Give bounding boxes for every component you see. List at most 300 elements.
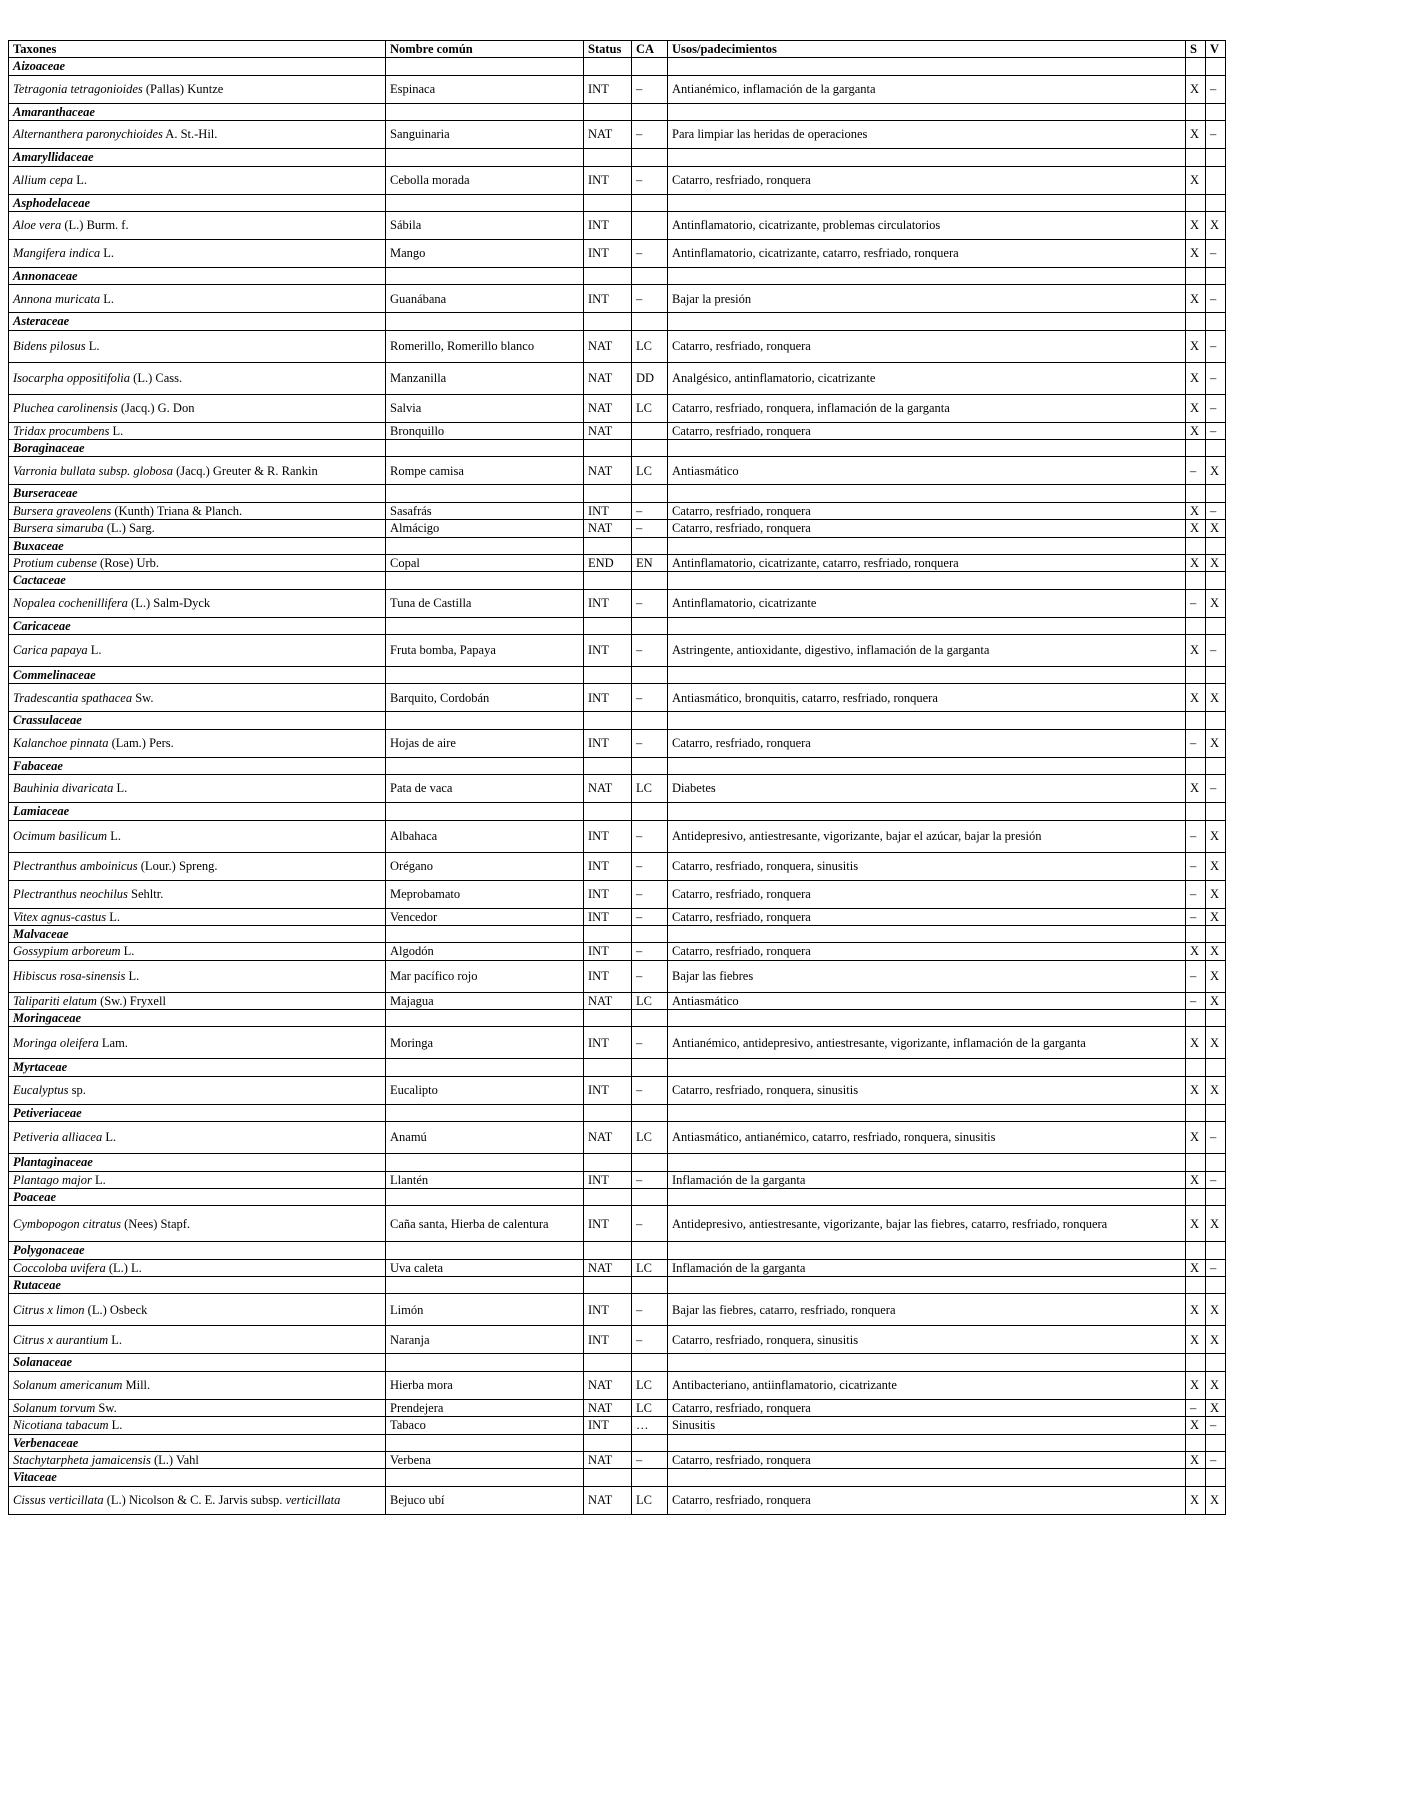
ca-cell: – <box>632 121 668 149</box>
taxon-cell <box>9 1171 386 1188</box>
empty-status-cell <box>584 1434 632 1451</box>
empty-s-cell <box>1186 1154 1206 1171</box>
family-name-cell <box>9 1104 386 1121</box>
common-name-cell: Llantén <box>386 1171 584 1188</box>
taxon-name: Protium cubense <box>13 555 97 570</box>
empty-ca-cell <box>632 757 668 774</box>
uses-cell: Bajar las fiebres, catarro, resfriado, ronquera <box>668 1294 1186 1326</box>
empty-status-cell <box>584 1154 632 1171</box>
family-name: Asteraceae <box>13 314 70 329</box>
species-row <box>9 908 1226 925</box>
taxon-name: Eucalyptus <box>13 1083 69 1098</box>
v-cell: X <box>1206 520 1226 537</box>
common-name-cell: Guanábana <box>386 285 584 313</box>
empty-uses-cell <box>668 103 1186 120</box>
family-name-cell <box>9 1434 386 1451</box>
empty-common-cell <box>386 1434 584 1451</box>
common-name-cell: Romerillo, Romerillo blanco <box>386 330 584 362</box>
col-header-ca: CA <box>632 41 668 58</box>
empty-s-cell <box>1186 194 1206 211</box>
taxon-name: Citrus x aurantium <box>13 1332 109 1347</box>
table-body <box>9 58 1226 1514</box>
species-row <box>9 75 1226 103</box>
empty-status-cell <box>584 712 632 729</box>
common-name-cell: Hierba mora <box>386 1371 584 1399</box>
taxon-author: Mill. <box>122 1378 151 1393</box>
common-name-cell: Sábila <box>386 211 584 239</box>
status-cell: INT <box>584 943 632 960</box>
uses-cell: Astringente, antioxidante, digestivo, inflamación de la garganta <box>668 635 1186 667</box>
empty-ca-cell <box>632 440 668 457</box>
empty-v-cell <box>1206 1354 1226 1371</box>
family-name-cell <box>9 1469 386 1486</box>
empty-status-cell <box>584 1242 632 1259</box>
v-cell: – <box>1206 635 1226 667</box>
family-name-cell <box>9 1277 386 1294</box>
status-cell: INT <box>584 1171 632 1188</box>
taxon-name: Bursera graveolens <box>13 503 112 518</box>
s-cell: – <box>1186 880 1206 908</box>
common-name-cell: Vencedor <box>386 908 584 925</box>
species-row <box>9 285 1226 313</box>
family-name: Annonaceae <box>13 268 78 283</box>
uses-cell: Antianémico, inflamación de la garganta <box>668 75 1186 103</box>
s-cell: X <box>1186 635 1206 667</box>
uses-cell: Catarro, resfriado, ronquera <box>668 520 1186 537</box>
v-cell: X <box>1206 457 1226 485</box>
status-cell: NAT <box>584 992 632 1009</box>
empty-common-cell <box>386 617 584 634</box>
empty-v-cell <box>1206 267 1226 284</box>
uses-cell: Inflamación de la garganta <box>668 1171 1186 1188</box>
taxon-cell <box>9 457 386 485</box>
taxon-cell <box>9 1399 386 1416</box>
empty-uses-cell <box>668 58 1186 75</box>
status-cell: INT <box>584 211 632 239</box>
taxon-cell <box>9 1027 386 1059</box>
common-name-cell: Salvia <box>386 394 584 422</box>
empty-uses-cell <box>668 712 1186 729</box>
species-row <box>9 362 1226 394</box>
empty-v-cell <box>1206 1059 1226 1076</box>
taxon-author: (Lam.) Pers. <box>108 736 174 751</box>
taxon-name: Moringa oleifera <box>13 1035 99 1050</box>
taxon-author: L. <box>109 423 124 438</box>
common-name-cell: Moringa <box>386 1027 584 1059</box>
empty-common-cell <box>386 712 584 729</box>
empty-uses-cell <box>668 194 1186 211</box>
empty-s-cell <box>1186 485 1206 502</box>
family-name: Plantaginaceae <box>13 1155 93 1170</box>
species-row <box>9 520 1226 537</box>
family-row <box>9 58 1226 75</box>
uses-cell: Catarro, resfriado, ronquera, inflamación de la garganta <box>668 394 1186 422</box>
empty-uses-cell <box>668 757 1186 774</box>
family-row <box>9 1434 1226 1451</box>
taxon-cell <box>9 502 386 519</box>
common-name-cell: Barquito, Cordobán <box>386 684 584 712</box>
taxon-name: Talipariti elatum <box>13 993 97 1008</box>
empty-ca-cell <box>632 1010 668 1027</box>
empty-v-cell <box>1206 58 1226 75</box>
family-row <box>9 757 1226 774</box>
taxon-name: Bauhinia divaricata <box>13 781 114 796</box>
taxon-name: Bidens pilosus <box>13 338 86 353</box>
empty-common-cell <box>386 1354 584 1371</box>
uses-cell: Catarro, resfriado, ronquera <box>668 943 1186 960</box>
empty-ca-cell <box>632 1154 668 1171</box>
empty-ca-cell <box>632 617 668 634</box>
taxon-cell <box>9 1417 386 1434</box>
empty-v-cell <box>1206 194 1226 211</box>
taxon-name: Alternanthera paronychioides <box>13 127 163 142</box>
status-cell: INT <box>584 820 632 852</box>
ca-cell: … <box>632 1417 668 1434</box>
empty-status-cell <box>584 194 632 211</box>
header-row <box>9 41 1226 58</box>
taxon-name: Coccoloba uvifera <box>13 1260 106 1275</box>
s-cell: X <box>1186 285 1206 313</box>
empty-ca-cell <box>632 572 668 589</box>
taxon-author: L. <box>107 828 121 843</box>
family-name-cell <box>9 103 386 120</box>
species-row <box>9 1371 1226 1399</box>
empty-common-cell <box>386 58 584 75</box>
empty-uses-cell <box>668 440 1186 457</box>
empty-v-cell <box>1206 440 1226 457</box>
uses-cell: Antidepresivo, antiestresante, vigorizante, bajar las fiebres, catarro, resfriado, ronquera <box>668 1206 1186 1242</box>
v-cell: – <box>1206 121 1226 149</box>
empty-v-cell <box>1206 313 1226 330</box>
ca-cell: – <box>632 684 668 712</box>
v-cell: X <box>1206 960 1226 992</box>
empty-common-cell <box>386 149 584 166</box>
species-row <box>9 589 1226 617</box>
taxon-author: L. <box>113 781 128 796</box>
empty-s-cell <box>1186 103 1206 120</box>
ca-cell: LC <box>632 330 668 362</box>
v-cell: X <box>1206 992 1226 1009</box>
ca-cell: – <box>632 239 668 267</box>
empty-v-cell <box>1206 1104 1226 1121</box>
s-cell: X <box>1186 422 1206 439</box>
empty-uses-cell <box>668 537 1186 554</box>
empty-ca-cell <box>632 1354 668 1371</box>
v-cell: – <box>1206 1417 1226 1434</box>
taxon-author: (L.) Burm. f. <box>61 218 129 233</box>
empty-ca-cell <box>632 485 668 502</box>
taxon-author: L. <box>87 643 102 658</box>
taxon-author: (Nees) Stapf. <box>120 1216 191 1231</box>
status-cell: INT <box>584 285 632 313</box>
species-row <box>9 852 1226 880</box>
species-row <box>9 502 1226 519</box>
taxon-author: (Lour.) Spreng. <box>137 858 218 873</box>
taxon-cell <box>9 992 386 1009</box>
status-cell: NAT <box>584 1486 632 1514</box>
empty-status-cell <box>584 1059 632 1076</box>
species-row <box>9 684 1226 712</box>
taxon-name: Stachytarpheta jamaicensis <box>13 1452 151 1467</box>
uses-cell: Catarro, resfriado, ronquera <box>668 330 1186 362</box>
uses-cell: Antinflamatorio, cicatrizante, catarro, resfriado, ronquera <box>668 239 1186 267</box>
v-cell: – <box>1206 394 1226 422</box>
empty-ca-cell <box>632 103 668 120</box>
empty-s-cell <box>1186 1104 1206 1121</box>
empty-status-cell <box>584 757 632 774</box>
uses-cell: Antianémico, antidepresivo, antiestresante, vigorizante, inflamación de la garganta <box>668 1027 1186 1059</box>
s-cell: X <box>1186 330 1206 362</box>
family-row <box>9 1277 1226 1294</box>
taxon-cell <box>9 554 386 571</box>
ca-cell: LC <box>632 992 668 1009</box>
s-cell: X <box>1186 75 1206 103</box>
v-cell: X <box>1206 908 1226 925</box>
empty-uses-cell <box>668 149 1186 166</box>
family-name-cell <box>9 667 386 684</box>
ca-cell: – <box>632 820 668 852</box>
common-name-cell: Albahaca <box>386 820 584 852</box>
empty-s-cell <box>1186 1010 1206 1027</box>
taxon-cell <box>9 1486 386 1514</box>
family-row <box>9 149 1226 166</box>
taxon-name: Carica papaya <box>13 643 88 658</box>
v-cell: X <box>1206 1486 1226 1514</box>
empty-status-cell <box>584 267 632 284</box>
empty-common-cell <box>386 1010 584 1027</box>
empty-common-cell <box>386 572 584 589</box>
common-name-cell: Algodón <box>386 943 584 960</box>
empty-s-cell <box>1186 925 1206 942</box>
species-row <box>9 554 1226 571</box>
status-cell: NAT <box>584 1122 632 1154</box>
status-cell: INT <box>584 1294 632 1326</box>
empty-uses-cell <box>668 667 1186 684</box>
taxon-name: Cymbopogon citratus <box>13 1216 121 1231</box>
taxon-cell <box>9 1122 386 1154</box>
taxon-cell <box>9 908 386 925</box>
empty-s-cell <box>1186 1059 1206 1076</box>
species-row <box>9 1486 1226 1514</box>
empty-ca-cell <box>632 194 668 211</box>
status-cell: INT <box>584 880 632 908</box>
empty-common-cell <box>386 925 584 942</box>
empty-uses-cell <box>668 1354 1186 1371</box>
species-row <box>9 992 1226 1009</box>
family-name: Verbenaceae <box>13 1435 79 1450</box>
empty-status-cell <box>584 1010 632 1027</box>
empty-uses-cell <box>668 1469 1186 1486</box>
family-row <box>9 313 1226 330</box>
family-name-cell <box>9 572 386 589</box>
species-row <box>9 1171 1226 1188</box>
empty-s-cell <box>1186 267 1206 284</box>
family-name: Asphodelaceae <box>13 195 91 210</box>
taxon-author: (Jacq.) G. Don <box>117 400 195 415</box>
family-name-cell <box>9 1242 386 1259</box>
s-cell: X <box>1186 1326 1206 1354</box>
common-name-cell: Manzanilla <box>386 362 584 394</box>
v-cell: X <box>1206 729 1226 757</box>
family-name: Amaryllidaceae <box>13 150 94 165</box>
empty-status-cell <box>584 440 632 457</box>
empty-s-cell <box>1186 1277 1206 1294</box>
taxon-author: (Jacq.) Greuter & R. Rankin <box>172 463 318 478</box>
common-name-cell: Limón <box>386 1294 584 1326</box>
v-cell: – <box>1206 502 1226 519</box>
col-header-nombre-comun: Nombre común <box>386 41 584 58</box>
s-cell: X <box>1186 943 1206 960</box>
empty-ca-cell <box>632 1434 668 1451</box>
ca-cell: LC <box>632 457 668 485</box>
family-row <box>9 1010 1226 1027</box>
uses-cell: Catarro, resfriado, ronquera <box>668 1451 1186 1468</box>
ca-cell: LC <box>632 1399 668 1416</box>
empty-status-cell <box>584 1354 632 1371</box>
common-name-cell: Majagua <box>386 992 584 1009</box>
taxon-author: (L.) L. <box>105 1260 142 1275</box>
empty-s-cell <box>1186 1354 1206 1371</box>
status-cell: INT <box>584 239 632 267</box>
empty-ca-cell <box>632 1059 668 1076</box>
taxon-cell <box>9 166 386 194</box>
status-cell: INT <box>584 729 632 757</box>
family-name-cell <box>9 58 386 75</box>
taxon-cell <box>9 1371 386 1399</box>
species-row <box>9 943 1226 960</box>
taxon-cell <box>9 422 386 439</box>
common-name-cell: Fruta bomba, Papaya <box>386 635 584 667</box>
common-name-cell: Mango <box>386 239 584 267</box>
species-row <box>9 1399 1226 1416</box>
uses-cell: Catarro, resfriado, ronquera <box>668 502 1186 519</box>
empty-v-cell <box>1206 149 1226 166</box>
taxon-cell <box>9 775 386 803</box>
empty-uses-cell <box>668 572 1186 589</box>
ca-cell: LC <box>632 1486 668 1514</box>
s-cell: X <box>1186 1027 1206 1059</box>
empty-common-cell <box>386 757 584 774</box>
family-name-cell <box>9 485 386 502</box>
empty-uses-cell <box>668 485 1186 502</box>
family-row <box>9 537 1226 554</box>
v-cell: – <box>1206 1171 1226 1188</box>
empty-status-cell <box>584 58 632 75</box>
empty-uses-cell <box>668 267 1186 284</box>
empty-uses-cell <box>668 1242 1186 1259</box>
ca-cell: – <box>632 1451 668 1468</box>
family-row <box>9 925 1226 942</box>
status-cell: NAT <box>584 422 632 439</box>
s-cell: – <box>1186 1399 1206 1416</box>
species-row <box>9 166 1226 194</box>
taxon-author: (L.) Osbeck <box>84 1302 148 1317</box>
status-cell: NAT <box>584 1451 632 1468</box>
empty-ca-cell <box>632 667 668 684</box>
taxon-cell <box>9 684 386 712</box>
empty-ca-cell <box>632 803 668 820</box>
taxon-name: Petiveria alliacea <box>13 1130 103 1145</box>
family-name: Vitaceae <box>13 1470 57 1485</box>
uses-cell: Bajar las fiebres <box>668 960 1186 992</box>
family-row <box>9 267 1226 284</box>
empty-ca-cell <box>632 313 668 330</box>
common-name-cell: Bejuco ubí <box>386 1486 584 1514</box>
s-cell: – <box>1186 908 1206 925</box>
status-cell: NAT <box>584 520 632 537</box>
empty-status-cell <box>584 572 632 589</box>
status-cell: INT <box>584 1076 632 1104</box>
taxon-cell <box>9 330 386 362</box>
taxon-cell <box>9 1294 386 1326</box>
taxon-author: Lam. <box>98 1035 128 1050</box>
v-cell: – <box>1206 362 1226 394</box>
v-cell: X <box>1206 852 1226 880</box>
s-cell: X <box>1186 121 1206 149</box>
family-row <box>9 1469 1226 1486</box>
common-name-cell: Pata de vaca <box>386 775 584 803</box>
uses-cell: Catarro, resfriado, ronquera <box>668 880 1186 908</box>
family-name: Buxaceae <box>13 538 64 553</box>
empty-ca-cell <box>632 712 668 729</box>
empty-status-cell <box>584 667 632 684</box>
status-cell: INT <box>584 166 632 194</box>
taxon-name: Citrus x limon <box>13 1302 85 1317</box>
ca-cell: – <box>632 880 668 908</box>
empty-uses-cell <box>668 313 1186 330</box>
common-name-cell: Espinaca <box>386 75 584 103</box>
empty-uses-cell <box>668 925 1186 942</box>
taxon-cell <box>9 960 386 992</box>
empty-common-cell <box>386 267 584 284</box>
v-cell: X <box>1206 1326 1226 1354</box>
taxon-cell <box>9 635 386 667</box>
ca-cell: – <box>632 1294 668 1326</box>
family-name-cell <box>9 803 386 820</box>
taxon-author: (L.) Sarg. <box>103 521 155 536</box>
taxon-name: Plectranthus neochilus <box>13 886 128 901</box>
taxon-author: (L.) Vahl <box>150 1452 199 1467</box>
empty-ca-cell <box>632 1469 668 1486</box>
common-name-cell: Sanguinaria <box>386 121 584 149</box>
family-row <box>9 617 1226 634</box>
taxon-name: Solanum torvum <box>13 1400 96 1415</box>
s-cell: X <box>1186 554 1206 571</box>
species-row <box>9 880 1226 908</box>
uses-cell: Inflamación de la garganta <box>668 1259 1186 1276</box>
empty-s-cell <box>1186 617 1206 634</box>
empty-uses-cell <box>668 803 1186 820</box>
taxon-author: L. <box>91 1172 106 1187</box>
taxon-author: L. <box>100 291 115 306</box>
family-row <box>9 667 1226 684</box>
taxon-name: Bursera simaruba <box>13 521 104 536</box>
empty-s-cell <box>1186 537 1206 554</box>
taxon-author: (L.) Cass. <box>130 370 183 385</box>
taxon-author: L. <box>125 968 140 983</box>
empty-s-cell <box>1186 1188 1206 1205</box>
uses-cell: Antiasmático <box>668 992 1186 1009</box>
common-name-cell: Sasafrás <box>386 502 584 519</box>
v-cell: X <box>1206 880 1226 908</box>
empty-status-cell <box>584 925 632 942</box>
uses-cell: Catarro, resfriado, ronquera, sinusitis <box>668 852 1186 880</box>
ca-cell: LC <box>632 775 668 803</box>
status-cell: NAT <box>584 394 632 422</box>
status-cell: NAT <box>584 1399 632 1416</box>
family-name: Commelinaceae <box>13 668 96 682</box>
taxon-cell <box>9 820 386 852</box>
